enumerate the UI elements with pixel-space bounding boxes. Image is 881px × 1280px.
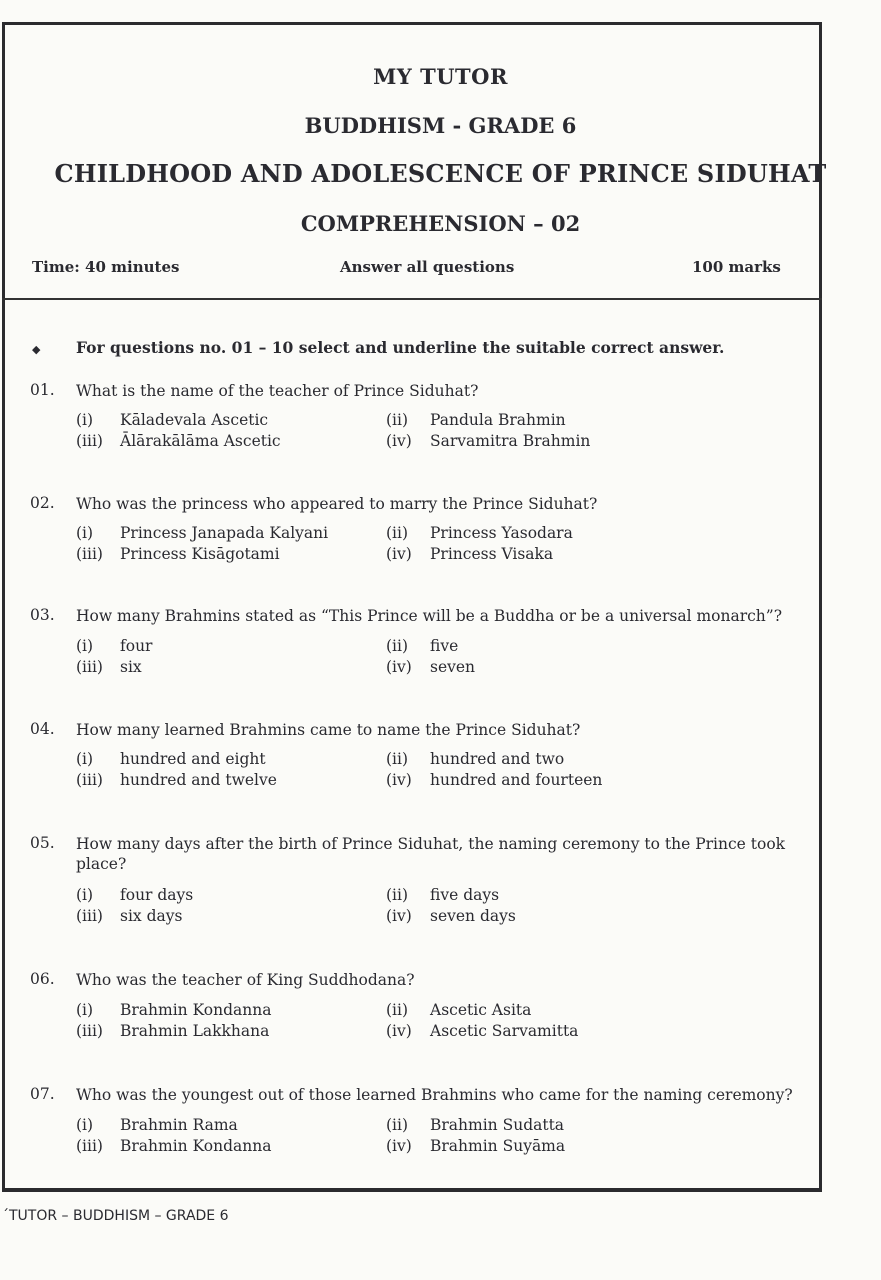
diamond-bullet-icon: ◆: [32, 343, 41, 356]
option-text: Brahmin Lakkhana: [120, 1022, 270, 1040]
option-number: (iv): [386, 432, 412, 450]
option-text: Ascetic Asita: [430, 1001, 532, 1019]
option-number: (i): [76, 1001, 94, 1019]
header-divider: [2, 298, 822, 300]
question-number: 05.: [30, 834, 55, 852]
option-text: hundred and twelve: [120, 771, 277, 789]
subject-title: BUDDHISM - GRADE 6: [304, 113, 577, 138]
option-number: (ii): [386, 411, 409, 429]
option-number: (iv): [386, 907, 412, 925]
option-text: Princess Kisāgotami: [120, 545, 280, 563]
option-number: (iii): [76, 658, 103, 676]
lesson-title: CHILDHOOD AND ADOLESCENCE OF PRINCE SIDUHAT: [54, 159, 827, 188]
option-number: (iv): [386, 658, 412, 676]
question-number: 03.: [30, 606, 55, 624]
option-number: (iii): [76, 1137, 103, 1155]
brand-title: MY TUTOR: [373, 64, 508, 89]
question-text: What is the name of the teacher of Prince Siduhat?: [76, 382, 479, 400]
option-number: (i): [76, 524, 94, 542]
option-text: Sarvamitra Brahmin: [430, 432, 591, 450]
question-text: How many days after the birth of Prince Siduhat, the naming ceremony to the Prince took place?: [76, 835, 786, 873]
option-number: (i): [76, 1116, 94, 1134]
option-number: (i): [76, 750, 94, 768]
option-text: Princess Visaka: [430, 545, 554, 563]
option-text: Brahmin Suyāma: [430, 1137, 566, 1155]
question-text: Who was the teacher of King Suddhodana?: [76, 971, 415, 989]
option-number: (iv): [386, 1137, 412, 1155]
instruction-text: For questions no. 01 – 10 select and underline the suitable correct answer.: [76, 338, 725, 357]
option-text: Pandula Brahmin: [430, 411, 566, 429]
option-number: (iv): [386, 545, 412, 563]
option-text: Brahmin Sudatta: [430, 1116, 565, 1134]
page-footer: ´TUTOR – BUDDHISM – GRADE 6: [2, 1208, 229, 1224]
option-text: Princess Janapada Kalyani: [120, 524, 329, 542]
option-number: (ii): [386, 1116, 409, 1134]
question-number: 07.: [30, 1085, 55, 1103]
option-text: five: [430, 637, 459, 655]
paper-title: COMPREHENSION – 02: [300, 211, 581, 236]
option-text: hundred and two: [430, 750, 565, 768]
option-text: six: [120, 658, 142, 676]
marks-label: 100 marks: [692, 258, 781, 276]
option-number: (iii): [76, 907, 103, 925]
option-number: (iii): [76, 432, 103, 450]
option-text: seven days: [430, 907, 516, 925]
option-text: four days: [120, 886, 194, 904]
question-text: How many learned Brahmins came to name the Prince Siduhat?: [76, 721, 581, 739]
option-text: Brahmin Kondanna: [120, 1137, 272, 1155]
option-number: (iii): [76, 1022, 103, 1040]
option-number: (ii): [386, 1001, 409, 1019]
option-text: hundred and fourteen: [430, 771, 603, 789]
question-text: Who was the princess who appeared to marry the Prince Siduhat?: [76, 495, 598, 513]
question-text: Who was the youngest out of those learned Brahmins who came for the naming ceremony?: [76, 1086, 793, 1104]
option-number: (iii): [76, 771, 103, 789]
option-text: five days: [430, 886, 500, 904]
option-text: Princess Yasodara: [430, 524, 573, 542]
option-number: (ii): [386, 637, 409, 655]
option-text: six days: [120, 907, 183, 925]
instruction-label: Answer all questions: [340, 258, 515, 276]
option-number: (i): [76, 411, 94, 429]
option-text: Ālārakālāma Ascetic: [120, 432, 281, 450]
option-text: four: [120, 637, 153, 655]
option-number: (ii): [386, 750, 409, 768]
option-text: hundred and eight: [120, 750, 266, 768]
question-number: 02.: [30, 494, 55, 512]
option-text: Ascetic Sarvamitta: [430, 1022, 579, 1040]
option-number: (ii): [386, 886, 409, 904]
option-number: (i): [76, 886, 94, 904]
option-text: Brahmin Rama: [120, 1116, 238, 1134]
question-number: 01.: [30, 381, 55, 399]
option-number: (ii): [386, 524, 409, 542]
option-number: (iii): [76, 545, 103, 563]
option-number: (i): [76, 637, 94, 655]
option-number: (iv): [386, 1022, 412, 1040]
time-label: Time: 40 minutes: [32, 258, 180, 276]
option-text: Kāladevala Ascetic: [120, 411, 269, 429]
option-text: seven: [430, 658, 476, 676]
option-number: (iv): [386, 771, 412, 789]
question-text: How many Brahmins stated as “This Prince will be a Buddha or be a universal monarch”?: [76, 607, 783, 625]
section-instruction: [32, 338, 724, 357]
question-number: 06.: [30, 970, 55, 988]
question-number: 04.: [30, 720, 55, 738]
option-text: Brahmin Kondanna: [120, 1001, 272, 1019]
